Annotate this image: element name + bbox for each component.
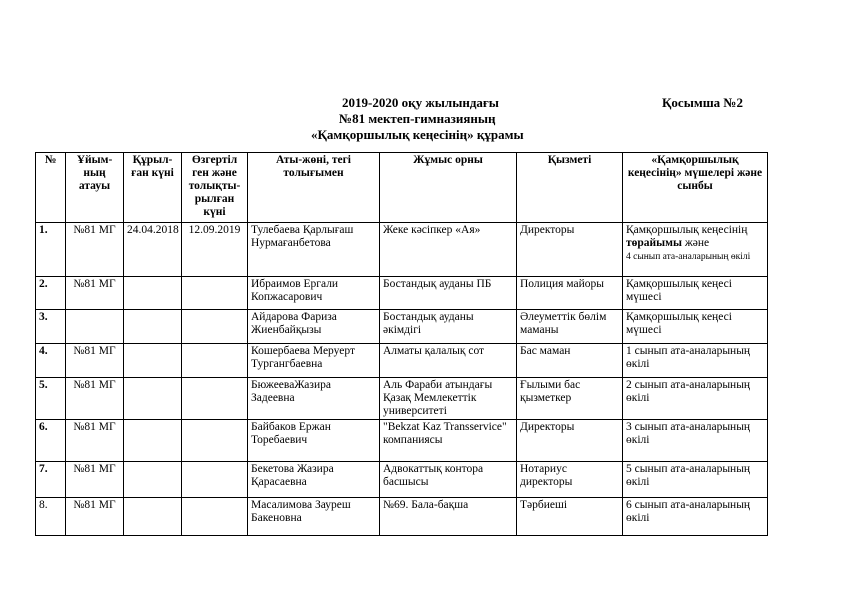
- row-work: Бостандық ауданы әкімдігі: [380, 310, 517, 344]
- row-created: [124, 344, 182, 378]
- row-position: Ғылыми бас қызметкер: [517, 378, 623, 420]
- col-header-name: Аты-жөні, тегі толығымен: [248, 153, 380, 223]
- table-row: [36, 310, 768, 344]
- row-changed: [182, 277, 248, 310]
- row-name: Ибраимов Ергали Копжасарович: [248, 277, 380, 310]
- title-year: 2019-2020 оқу жылындағы: [342, 95, 499, 110]
- row-changed: [182, 378, 248, 420]
- table-row: [36, 378, 768, 420]
- council-table: [35, 152, 768, 536]
- row-work: Бостандық ауданы ПБ: [380, 277, 517, 310]
- row-created: [124, 378, 182, 420]
- row-created: [124, 462, 182, 498]
- row-number: 1.: [36, 223, 66, 277]
- row-org: №81 МГ: [66, 420, 124, 462]
- row-created: 24.04.2018: [124, 223, 182, 277]
- table-row: [36, 223, 768, 277]
- row-number: 3.: [36, 310, 66, 344]
- row-number: 5.: [36, 378, 66, 420]
- row-work: Алматы қалалық сот: [380, 344, 517, 378]
- row-work: "Bekzat Kaz Transservice" компаниясы: [380, 420, 517, 462]
- row-role: [623, 223, 768, 277]
- row-org: №81 МГ: [66, 277, 124, 310]
- row-number: 4.: [36, 344, 66, 378]
- col-header-work: Жұмыс орны: [380, 153, 517, 223]
- document-title-line3: «Қамқоршылық кеңесінің» құрамы: [311, 127, 524, 142]
- row-position: Бас маман: [517, 344, 623, 378]
- col-header-changed: Өзгертіл ген және толықты-рылған күні: [182, 153, 248, 223]
- row-created: [124, 277, 182, 310]
- row-role: 6 сынып ата-аналарының өкілі: [623, 498, 768, 536]
- col-header-org: Ұйым-ның атауы: [66, 153, 124, 223]
- row-number: 6.: [36, 420, 66, 462]
- row-changed: [182, 344, 248, 378]
- annex-label: Қосымша №2: [662, 95, 743, 110]
- row-name: Масалимова Зауреш Бакеновна: [248, 498, 380, 536]
- row-name: Бекетова Жазира Қарасаевна: [248, 462, 380, 498]
- col-header-number: №: [36, 153, 66, 223]
- row-role: Қамқоршылық кеңесі мүшесі: [623, 277, 768, 310]
- row-name: БюжееваЖазира Задеевна: [248, 378, 380, 420]
- row-created: [124, 498, 182, 536]
- row-name: Байбаков Ержан Торебаевич: [248, 420, 380, 462]
- row-name: Кошербаева Меруерт Тургангбаевна: [248, 344, 380, 378]
- table-row: [36, 420, 768, 462]
- row-changed: 12.09.2019: [182, 223, 248, 277]
- row-role: 3 сынып ата-аналарының өкілі: [623, 420, 768, 462]
- row-org: №81 МГ: [66, 344, 124, 378]
- row-org: №81 МГ: [66, 498, 124, 536]
- table-header-row: [36, 153, 768, 223]
- row-created: [124, 420, 182, 462]
- row-role: Қамқоршылық кеңесі мүшесі: [623, 310, 768, 344]
- document-title-line2: №81 мектеп-гимназияның: [339, 111, 496, 126]
- row-org: №81 МГ: [66, 462, 124, 498]
- row-work: Адвокаттық контора басшысы: [380, 462, 517, 498]
- row-number: 2.: [36, 277, 66, 310]
- row-org: [66, 310, 124, 344]
- row-number: 7.: [36, 462, 66, 498]
- row-position: Нотариус директоры: [517, 462, 623, 498]
- row-position: Директоры: [517, 420, 623, 462]
- role-part-a: Қамқоршылық кеңесінің: [626, 224, 748, 236]
- row-work: Жеке кәсіпкер «Ая»: [380, 223, 517, 277]
- row-position: Полиция майоры: [517, 277, 623, 310]
- row-org: №81 МГ: [66, 223, 124, 277]
- role-part-d: 4 сынып ата-аналарының өкілі: [626, 252, 751, 262]
- row-org: №81 МГ: [66, 378, 124, 420]
- table-row: [36, 462, 768, 498]
- row-position: Директоры: [517, 223, 623, 277]
- role-part-bold: төрайымы: [626, 237, 682, 249]
- row-created: [124, 310, 182, 344]
- col-header-role: «Қамқоршылық кеңесінің» мүшелері және сынбы: [623, 153, 768, 223]
- row-changed: [182, 420, 248, 462]
- col-header-position: Қызметі: [517, 153, 623, 223]
- row-role: 5 сынып ата-аналарының өкілі: [623, 462, 768, 498]
- row-name: Айдарова Фариза Жиенбайқызы: [248, 310, 380, 344]
- row-number: 8.: [36, 498, 66, 536]
- table-row: [36, 344, 768, 378]
- table-row: [36, 277, 768, 310]
- table-row: [36, 498, 768, 536]
- row-changed: [182, 498, 248, 536]
- row-position: Әлеуметтік бөлім маманы: [517, 310, 623, 344]
- col-header-created: Құрыл-ған күні: [124, 153, 182, 223]
- row-changed: [182, 462, 248, 498]
- role-part-c: және: [681, 237, 710, 249]
- row-changed: [182, 310, 248, 344]
- row-role: 2 сынып ата-аналарының өкілі: [623, 378, 768, 420]
- row-name: Тулебаева Қарлығаш Нурмағанбетова: [248, 223, 380, 277]
- row-work: Аль Фараби атындағы Қазақ Мемлекеттік университеті: [380, 378, 517, 420]
- row-position: Тәрбиеші: [517, 498, 623, 536]
- row-work: №69. Бала-бақша: [380, 498, 517, 536]
- row-role: 1 сынып ата-аналарының өкілі: [623, 344, 768, 378]
